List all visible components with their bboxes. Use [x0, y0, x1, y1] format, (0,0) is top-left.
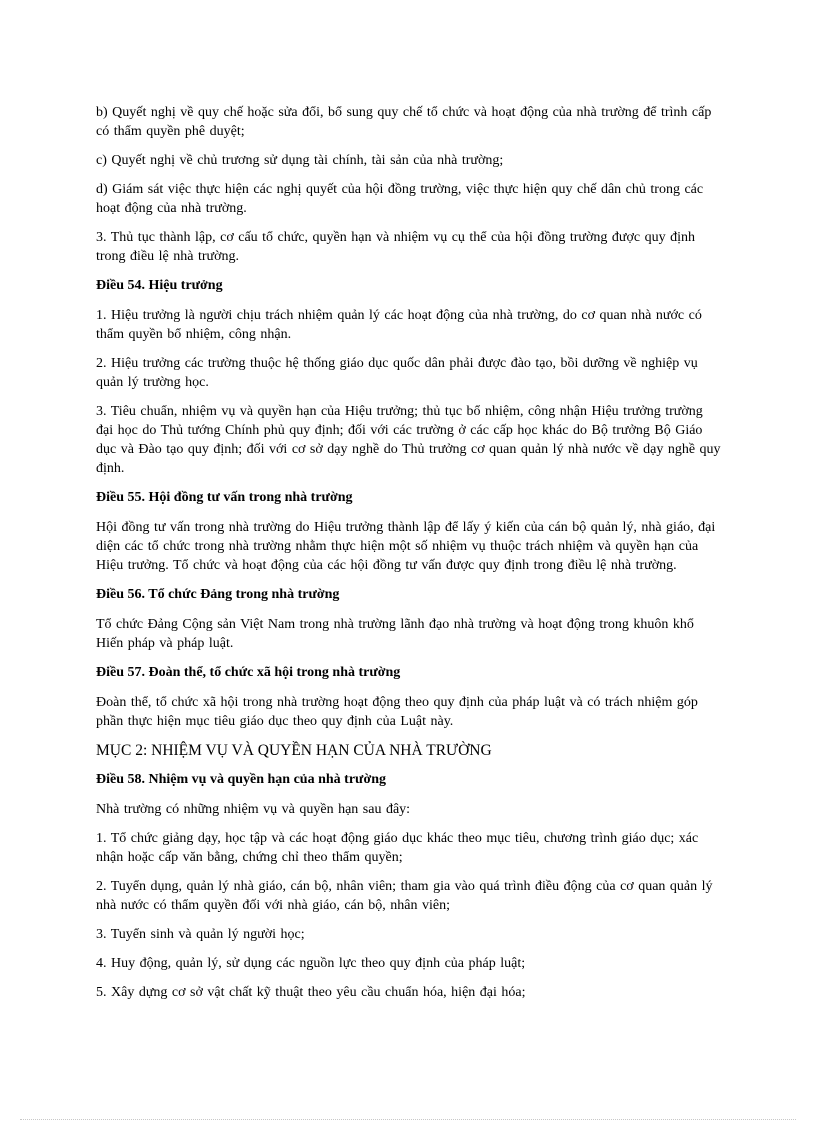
page-bottom-divider: [20, 1119, 796, 1120]
article-58-heading: Điều 58. Nhiệm vụ và quyền hạn của nhà trường: [96, 772, 386, 787]
article-58-item-3: 3. Tuyển sinh và quản lý người học;: [96, 927, 305, 942]
clause-b-regulation: b) Quyết nghị về quy chế hoặc sửa đổi, bổ sung quy chế tổ chức và hoạt động của nhà trường để trình cấp có thẩm quyền phê duyệt;: [96, 105, 712, 139]
article-58-item-5: 5. Xây dựng cơ sở vật chất kỹ thuật theo yêu cầu chuẩn hóa, hiện đại hóa;: [96, 985, 526, 1000]
article-55-heading: Điều 55. Hội đồng tư vấn trong nhà trường: [96, 490, 353, 505]
article-56-body: Tổ chức Đảng Cộng sản Việt Nam trong nhà trường lãnh đạo nhà trường và hoạt động trong khuôn khổ Hiến pháp và pháp luật.: [96, 617, 694, 651]
article-57-body: Đoàn thể, tổ chức xã hội trong nhà trường hoạt động theo quy định của pháp luật và có trách nhiệm góp phần thực hiện mục tiêu giáo dục theo quy định của Luật này.: [96, 695, 698, 729]
clause-c-finance: c) Quyết nghị về chủ trương sử dụng tài chính, tài sản của nhà trường;: [96, 153, 504, 168]
item-3-board-procedure: 3. Thủ tục thành lập, cơ cấu tổ chức, quyền hạn và nhiệm vụ cụ thể của hội đồng trường được quy định trong điều lệ nhà trường.: [96, 230, 695, 264]
article-58-intro: Nhà trường có những nhiệm vụ và quyền hạn sau đây:: [96, 802, 411, 817]
article-58-item-2: 2. Tuyển dụng, quản lý nhà giáo, cán bộ, nhân viên; tham gia vào quá trình điều động của cơ quan quản lý nhà nước có thẩm quyền đối với nhà giáo, cán bộ, nhân viên;: [96, 879, 713, 913]
article-55-body: Hội đồng tư vấn trong nhà trường do Hiệu trưởng thành lập để lấy ý kiến của cán bộ quản lý, nhà giáo, đại diện các tổ chức trong nhà trường nhằm thực hiện một số nhiệm vụ thuộc trách nhiệm và quyền hạn của Hiệu trưởng. Tổ chức và hoạt động của các hội đồng tư vấn được quy định trong điều lệ nhà trường.: [96, 520, 716, 573]
article-54-item-3: 3. Tiêu chuẩn, nhiệm vụ và quyền hạn của Hiệu trưởng; thủ tục bổ nhiệm, công nhận Hiệu trưởng trường đại học do Thủ tướng Chính phủ quy định; đối với các trường ở các cấp học khác do Bộ trưởng Bộ Giáo dục và Đào tạo quy định; đối với cơ sở dạy nghề do Thủ trưởng cơ quan quản lý nhà nước về dạy nghề quy định.: [96, 404, 721, 476]
section-2-heading: MỤC 2: NHIỆM VỤ VÀ QUYỀN HẠN CỦA NHÀ TRƯỜNG: [96, 742, 492, 759]
article-58-item-1: 1. Tổ chức giảng dạy, học tập và các hoạt động giáo dục khác theo mục tiêu, chương trình giáo dục; xác nhận hoặc cấp văn bằng, chứng chỉ theo thẩm quyền;: [96, 831, 699, 865]
article-58-item-4: 4. Huy động, quản lý, sử dụng các nguồn lực theo quy định của pháp luật;: [96, 956, 526, 971]
article-56-heading: Điều 56. Tổ chức Đảng trong nhà trường: [96, 587, 340, 602]
article-54-heading: Điều 54. Hiệu trưởng: [96, 278, 223, 293]
article-57-heading: Điều 57. Đoàn thể, tổ chức xã hội trong nhà trường: [96, 665, 401, 680]
clause-d-supervision: d) Giám sát việc thực hiện các nghị quyết của hội đồng trường, việc thực hiện quy chế dân chủ trong các hoạt động của nhà trường.: [96, 182, 704, 216]
article-54-item-2: 2. Hiệu trưởng các trường thuộc hệ thống giáo dục quốc dân phải được đào tạo, bồi dưỡng về nghiệp vụ quản lý trường học.: [96, 356, 698, 390]
article-54-item-1: 1. Hiệu trưởng là người chịu trách nhiệm quản lý các hoạt động của nhà trường, do cơ quan nhà nước có thẩm quyền bổ nhiệm, công nhận.: [96, 308, 702, 342]
document-body: [96, 103, 722, 1012]
